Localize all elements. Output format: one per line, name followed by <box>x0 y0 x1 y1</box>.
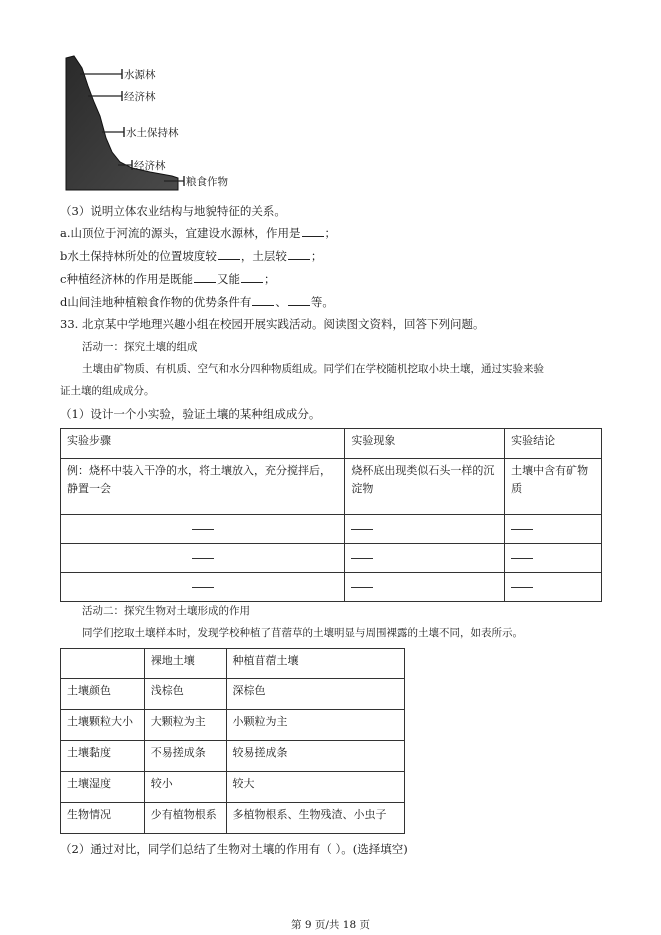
table-cell: 烧杯底出现类似石头一样的沉淀物 <box>345 459 505 515</box>
blank[interactable] <box>288 294 310 306</box>
table-cell: 土壤中含有矿物质 <box>505 459 602 515</box>
blank[interactable] <box>241 271 263 283</box>
q33-stem: 33. 北京某中学地理兴趣小组在校园开展实践活动。阅读图文资料，回答下列问题。 <box>60 317 485 331</box>
table-cell: 例：烧杯中装入干净的水，将土壤放入，充分搅拌后，静置一会 <box>61 459 345 515</box>
table-cell: 浅棕色 <box>144 679 226 710</box>
table-header: 实验结论 <box>505 429 602 459</box>
soil-comparison-table <box>60 648 405 834</box>
page-footer: 第 9 页/共 18 页 <box>291 919 370 931</box>
answer-cell[interactable] <box>505 515 602 544</box>
table-cell: 土壤颜色 <box>61 679 145 710</box>
blank[interactable] <box>218 248 240 260</box>
sub-question-1: （1）设计一个小实验，验证土壤的某种组成成分。 <box>60 407 321 421</box>
answer-cell[interactable] <box>505 573 602 602</box>
table-cell: 较大 <box>226 772 404 803</box>
q3-item-b: b水土保持林所处的位置坡度较 ，土层较 ； <box>60 249 323 263</box>
table-header: 裸地土壤 <box>144 649 226 679</box>
table-cell: 不易搓成条 <box>144 741 226 772</box>
table-cell: 少有植物根系 <box>144 803 226 834</box>
table-header: 种植苜蓿土壤 <box>226 649 404 679</box>
figure-label-economic-forest-top: 经济林 <box>124 91 156 103</box>
table-cell: 土壤颗粒大小 <box>61 710 145 741</box>
answer-cell[interactable] <box>345 573 505 602</box>
experiment-table <box>60 428 602 602</box>
q3-item-a: a.山顶位于河流的源头，宜建设水源林，作用是 ； <box>60 226 337 240</box>
table-header: 实验现象 <box>345 429 505 459</box>
figure-label-water-forest: 水源林 <box>124 69 156 81</box>
blank[interactable] <box>288 248 310 260</box>
table-cell: 多植物根系、生物残渣、小虫子 <box>226 803 404 834</box>
answer-cell[interactable] <box>61 544 345 573</box>
sub-question-2: （2）通过对比，同学们总结了生物对土壤的作用有（ ）。(选择填空) <box>60 842 408 856</box>
table-cell: 较易搓成条 <box>226 741 404 772</box>
answer-cell[interactable] <box>505 544 602 573</box>
figure-label-economic-forest-bottom: 经济林 <box>134 160 166 172</box>
activity1-title: 活动一：探究土壤的组成 <box>82 341 198 353</box>
table-cell: 土壤黏度 <box>61 741 145 772</box>
table-cell: 较小 <box>144 772 226 803</box>
figure-label-grain-crops: 粮食作物 <box>186 176 228 188</box>
activity2-title: 活动二：探究生物对土壤形成的作用 <box>82 605 250 617</box>
answer-cell[interactable] <box>61 573 345 602</box>
answer-cell[interactable] <box>345 515 505 544</box>
table-cell: 深棕色 <box>226 679 404 710</box>
blank[interactable] <box>194 271 216 283</box>
answer-cell[interactable] <box>345 544 505 573</box>
table-cell: 土壤湿度 <box>61 772 145 803</box>
figure-label-soil-conservation-forest: 水土保持林 <box>126 127 179 139</box>
blank[interactable] <box>252 294 274 306</box>
table-cell: 小颗粒为主 <box>226 710 404 741</box>
table-cell: 大颗粒为主 <box>144 710 226 741</box>
table-header: 实验步骤 <box>61 429 345 459</box>
q3-item-d: d山间洼地种植粮食作物的优势条件有 、 等。 <box>60 295 334 309</box>
q3-item-c: c种植经济林的作用是既能 又能 ； <box>60 272 276 286</box>
blank[interactable] <box>302 225 324 237</box>
table-header <box>61 649 145 679</box>
activity2-text: 同学们挖取土壤样本时，发现学校种植了苜蓿草的土壤明显与周围裸露的土壤不同，如表所示。 <box>82 627 523 639</box>
activity1-text-line1: 土壤由矿物质、有机质、空气和水分四种物质组成。同学们在学校随机挖取小块土壤，通过实验来验 <box>82 363 544 375</box>
activity1-text-line2: 证土壤的组成成分。 <box>60 385 155 397</box>
q3-stem: （3）说明立体农业结构与地貌特征的关系。 <box>60 204 286 218</box>
answer-cell[interactable] <box>61 515 345 544</box>
table-cell: 生物情况 <box>61 803 145 834</box>
